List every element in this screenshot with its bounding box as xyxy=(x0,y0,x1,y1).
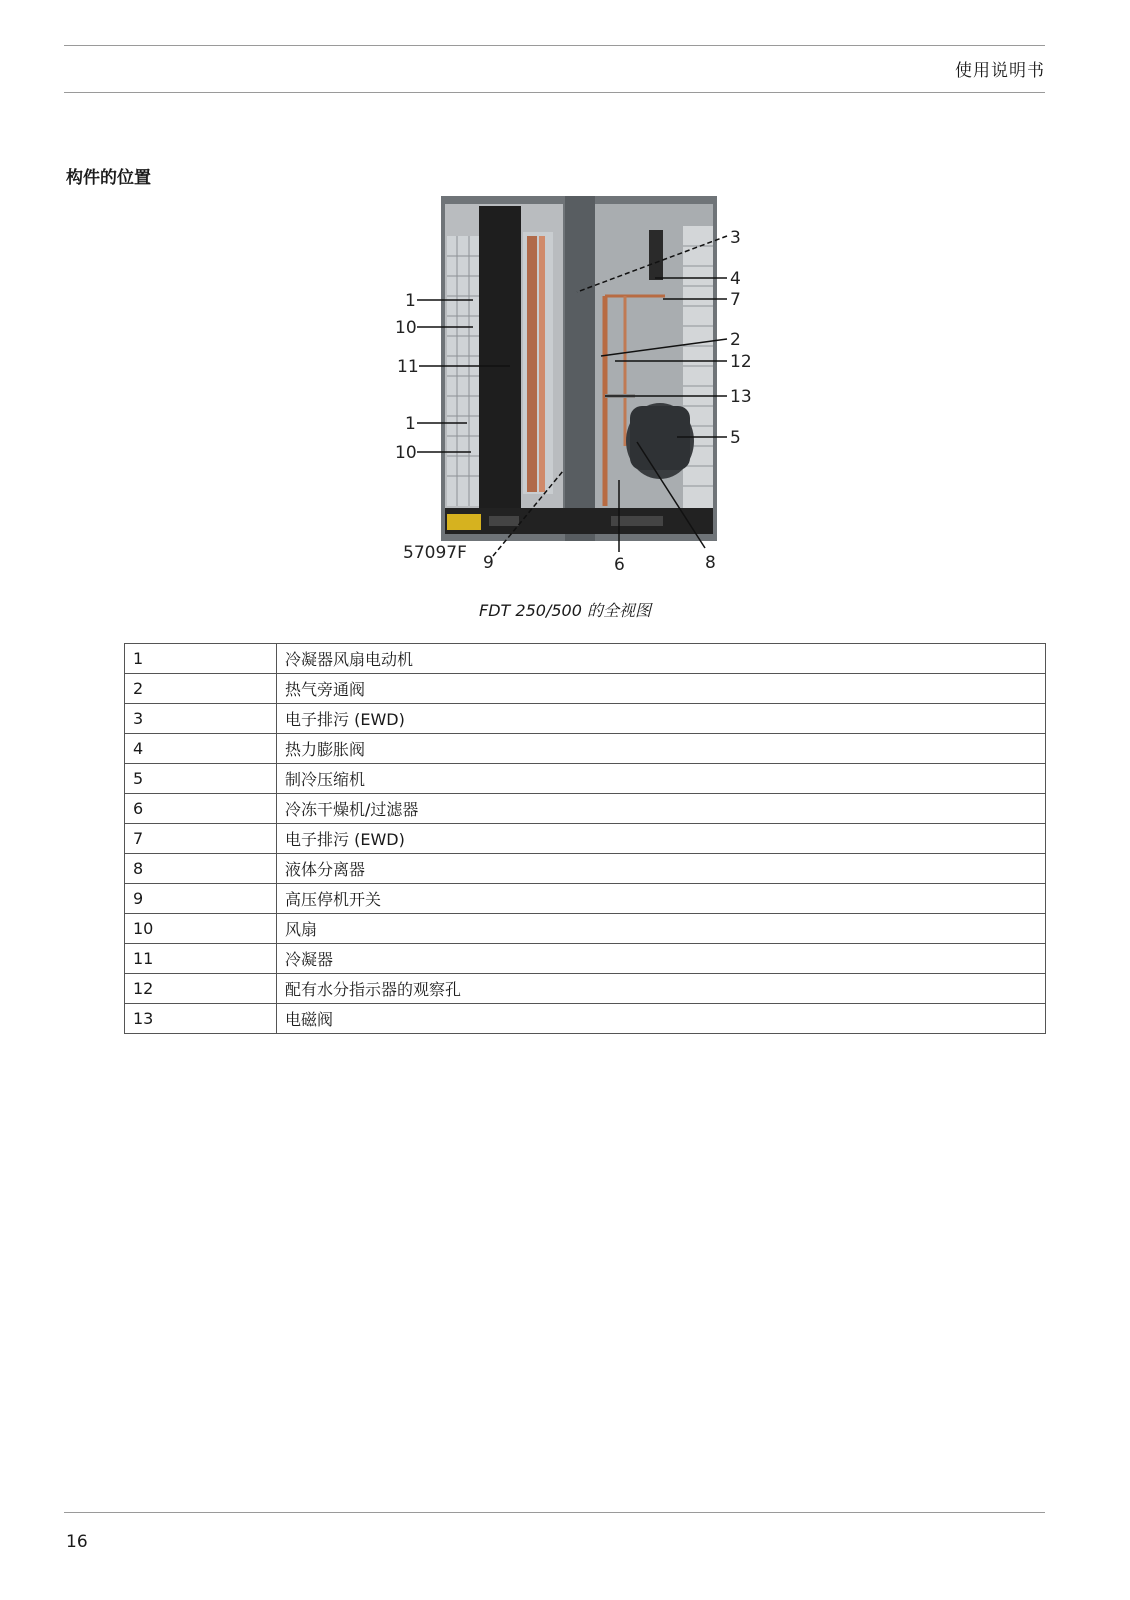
component-photo xyxy=(395,196,752,586)
legend-number: 10 xyxy=(125,914,277,944)
callout-10b: 10 xyxy=(395,443,417,463)
legend-label: 热气旁通阀 xyxy=(277,674,1046,704)
callout-4: 4 xyxy=(730,269,741,289)
legend-label: 冷凝器 xyxy=(277,944,1046,974)
legend-number: 4 xyxy=(125,734,277,764)
legend-label: 冷冻干燥机/过滤器 xyxy=(277,794,1046,824)
legend-number: 9 xyxy=(125,884,277,914)
figure-caption: FDT 250/500 的全视图 xyxy=(479,601,651,620)
callout-2: 2 xyxy=(730,330,741,350)
legend-number: 12 xyxy=(125,974,277,1004)
legend-label: 冷凝器风扇电动机 xyxy=(277,644,1046,674)
legend-number: 11 xyxy=(125,944,277,974)
callout-1a: 1 xyxy=(405,291,416,311)
table-row xyxy=(125,974,1046,1004)
header-bottom-rule xyxy=(64,92,1045,93)
legend-number: 2 xyxy=(125,674,277,704)
legend-number: 1 xyxy=(125,644,277,674)
table-row xyxy=(125,824,1046,854)
page-number: 16 xyxy=(66,1532,88,1552)
header-top-rule xyxy=(64,45,1045,46)
callout-12: 12 xyxy=(730,352,752,372)
table-row xyxy=(125,764,1046,794)
table-row xyxy=(125,854,1046,884)
legend-label: 热力膨胀阀 xyxy=(277,734,1046,764)
legend-label: 电磁阀 xyxy=(277,1004,1046,1034)
table-row xyxy=(125,794,1046,824)
legend-label: 制冷压缩机 xyxy=(277,764,1046,794)
legend-table xyxy=(124,643,1046,1034)
legend-label: 风扇 xyxy=(277,914,1046,944)
table-row xyxy=(125,944,1046,974)
callout-1b: 1 xyxy=(405,414,416,434)
legend-label: 电子排污 (EWD) xyxy=(277,704,1046,734)
callout-8: 8 xyxy=(705,553,716,573)
section-heading: 构件的位置 xyxy=(66,168,151,188)
legend-label: 电子排污 (EWD) xyxy=(277,824,1046,854)
callout-9: 9 xyxy=(483,553,494,573)
table-row xyxy=(125,734,1046,764)
callout-10a: 10 xyxy=(395,318,417,338)
legend-label: 配有水分指示器的观察孔 xyxy=(277,974,1046,1004)
callout-7: 7 xyxy=(730,290,741,310)
table-row xyxy=(125,674,1046,704)
table-row xyxy=(125,704,1046,734)
callout-5: 5 xyxy=(730,428,741,448)
legend-number: 8 xyxy=(125,854,277,884)
callout-6: 6 xyxy=(614,555,625,575)
header-title: 使用说明书 xyxy=(955,61,1045,81)
table-row xyxy=(125,884,1046,914)
legend-number: 13 xyxy=(125,1004,277,1034)
footer-rule xyxy=(64,1512,1045,1513)
callout-3: 3 xyxy=(730,228,741,248)
table-row xyxy=(125,1004,1046,1034)
legend-number: 6 xyxy=(125,794,277,824)
legend-label: 高压停机开关 xyxy=(277,884,1046,914)
legend-number: 7 xyxy=(125,824,277,854)
legend-number: 3 xyxy=(125,704,277,734)
legend-number: 5 xyxy=(125,764,277,794)
legend-label: 液体分离器 xyxy=(277,854,1046,884)
table-row xyxy=(125,914,1046,944)
table-row xyxy=(125,644,1046,674)
callout-13: 13 xyxy=(730,387,752,407)
image-code: 57097F xyxy=(403,543,467,563)
callout-11: 11 xyxy=(397,357,419,377)
